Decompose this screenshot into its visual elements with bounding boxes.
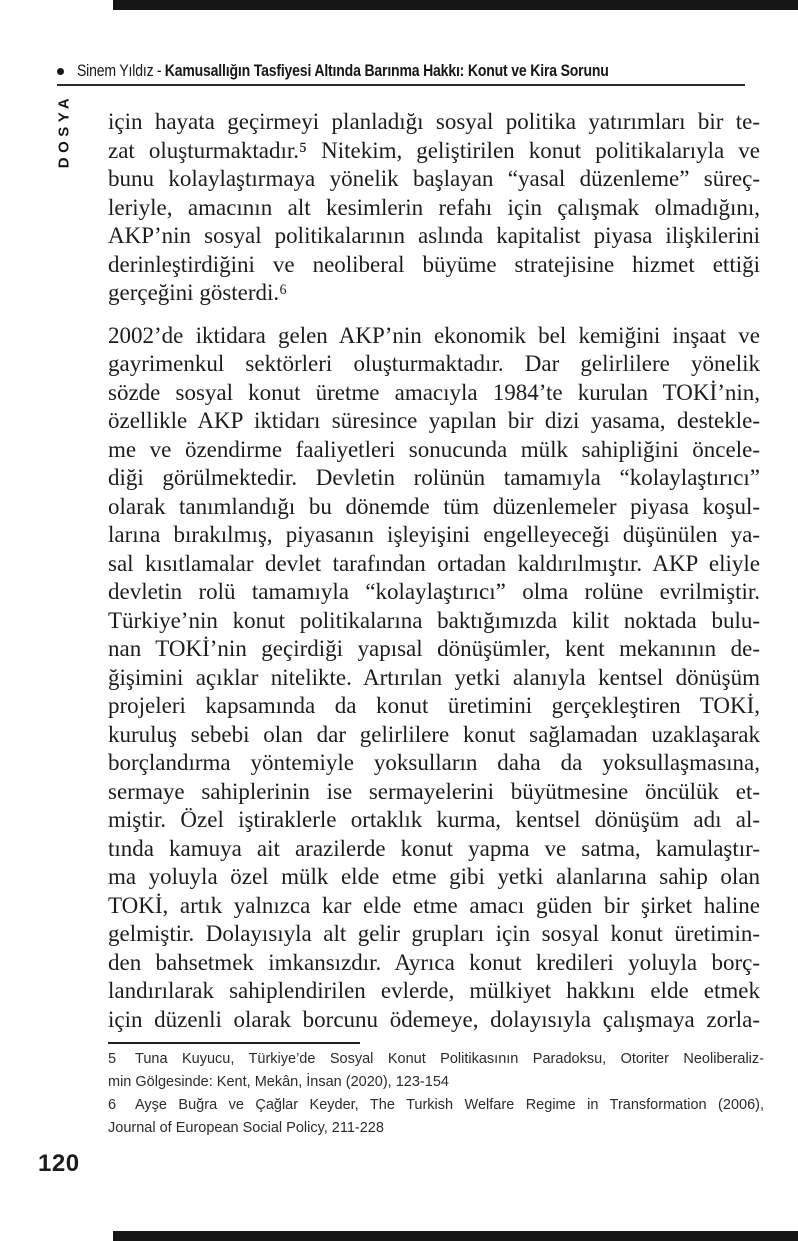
text-line: gerçeğini gösterdi.⁶: [108, 280, 288, 305]
article-title: Kamusallığın Tasfiyesi Altında Barınma Hakkı: Konut ve Kira Sorunu: [164, 61, 609, 80]
text-line: bunu kolaylaştırmaya yönelik başlayan “yasal düzenleme” süreç-: [108, 166, 760, 191]
text-line: projeleri kapsamında da konut üretimini gerçekleştiren TOKİ,: [108, 693, 760, 718]
bottom-black-bar: [113, 1231, 798, 1241]
text-line: leriyle, amacının alt kesimlerin refahı için çalışmak olmadığını,: [108, 194, 760, 220]
text-line: sermaye sahiplerinin ise sermayelerini büyütmesine öncülük et-: [108, 778, 760, 804]
footnote-rule: [108, 1042, 360, 1044]
text-line: tında kamuya ait arazilerde konut yapma ve satma, kamulaştır-: [108, 835, 760, 861]
text-line: AKP’nin sosyal politikalarının aslında kapitalist piyasa ilişkilerini: [108, 223, 760, 248]
text-line: Türkiye’nin konut politikalarına baktığımızda kilit noktada bulu-: [108, 607, 760, 633]
paragraph: [108, 322, 760, 1035]
header-rule: [57, 84, 745, 86]
text-line: diği görülmektedir. Devletin rolünün tamamıyla “kolaylaştırıcı”: [108, 465, 760, 490]
text-line: olarak tanımlandığı bu dönemde tüm düzenlemeler piyasa koşul-: [108, 493, 760, 519]
footnote-number: 6: [108, 1097, 117, 1113]
body-text: [108, 108, 760, 1034]
section-label-dosya: DOSYA: [55, 93, 73, 169]
page-header: [57, 60, 787, 82]
text-line: kuruluş sebebi olan dar gelirlilere konut sağlamadan uzaklaşarak: [108, 721, 760, 747]
footnote: [108, 1094, 764, 1140]
text-line: için düzenli olarak borcunu ödemeye, dolayısıyla çalışmaya zorla-: [108, 1006, 760, 1032]
text-line: derinleştirdiğini ve neoliberal büyüme stratejisine hizmet ettiği: [108, 251, 760, 277]
paragraph: [108, 108, 760, 308]
text-line: den bahsetmek imkansızdır. Ayrıca konut kredileri yoluyla borç-: [108, 949, 760, 975]
text-line: nan TOKİ’nin geçirdiği yapısal dönüşümler, kent mekanının de-: [108, 636, 760, 661]
text-line: 2002’de iktidara gelen AKP’nin ekonomik bel kemiğini inşaat ve: [108, 322, 760, 348]
author-name: Sinem Yıldız: [77, 61, 154, 80]
text-line: zat oluşturmaktadır.⁵ Nitekim, geliştirilen konut politikalarıyla ve: [108, 137, 760, 163]
text-line: miştir. Özel iştiraklerle ortaklık kurma, kentsel dönüşüm adı al-: [108, 807, 760, 832]
footnote-number: 5: [108, 1051, 117, 1067]
footnotes: [108, 1048, 764, 1140]
text-line: sözde sosyal konut üretme amacıyla 1984’te kurulan TOKİ’nin,: [108, 379, 760, 405]
text-line: özellikle AKP iktidarı süresince yapılan bir dizi yasama, destekle-: [108, 408, 760, 433]
text-line: me ve özendirme faaliyetleri sonucunda mülk sahipliğini öncele-: [108, 436, 760, 462]
text-line: sal kısıtlamalar devlet tarafından ortadan kaldırılmıştır. AKP eliyle: [108, 550, 760, 576]
text-line: TOKİ, artık yalnızca kar elde etme amacı güden bir şirket haline: [108, 892, 760, 918]
text-line: landırılarak sahiplendirilen evlerde, mülkiyet hakkını elde etmek: [108, 978, 760, 1003]
footnote-line: Ayşe Buğra ve Çağlar Keyder, The Turkish Welfare Regime in Transformation (2006),: [135, 1097, 764, 1113]
text-line: ma yoluyla özel mülk elde etme gibi yetki alanlarına sahip olan: [108, 864, 760, 889]
footnote-line: Journal of European Social Policy, 211-228: [108, 1120, 384, 1136]
header-separator: -: [156, 61, 162, 80]
footnote-line: Tuna Kuyucu, Türkiye’de Sosyal Konut Politikasının Paradoksu, Otoriter Neoliberaliz-: [135, 1051, 764, 1067]
header-text: [77, 62, 609, 81]
text-line: için hayata geçirmeyi planladığı sosyal politika yatırımları bir te-: [108, 109, 760, 134]
top-black-bar: [113, 0, 798, 10]
text-line: gelmiştir. Dolayısıyla alt gelir grupları için sosyal konut üretimin-: [108, 921, 760, 946]
text-line: borçlandırma yöntemiyle yoksulların daha da yoksullaşmasına,: [108, 750, 760, 775]
text-line: ğişimini açıklar nitelikte. Artırılan yetki alanıyla kentsel dönüşüm: [108, 664, 760, 690]
footnote: [108, 1048, 764, 1094]
page-number: 120: [38, 1150, 80, 1177]
text-line: devletin rolü tamamıyla “kolaylaştırıcı” olma rolüne evrilmiştir.: [108, 579, 760, 604]
bullet-icon: [57, 68, 64, 75]
text-line: gayrimenkul sektörleri oluşturmaktadır. Dar gelirlilere yönelik: [108, 351, 760, 376]
text-line: larına bırakılmış, piyasanın işleyişini engelleyeceği düşünülen ya-: [108, 522, 760, 547]
footnote-line: min Gölgesinde: Kent, Mekân, İnsan (2020), 123-154: [108, 1074, 449, 1090]
